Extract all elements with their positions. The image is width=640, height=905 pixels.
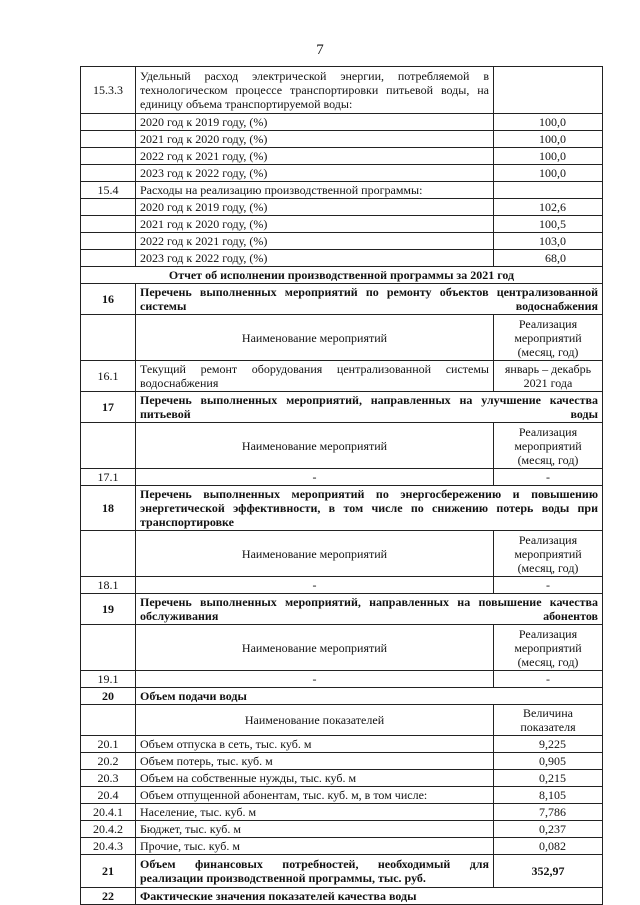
row-value [494, 67, 603, 114]
table-row [81, 770, 603, 787]
row-label: Объем на собственные нужды, тыс. куб. м [136, 770, 494, 787]
row-label: 2023 год к 2022 году, (%) [136, 165, 494, 182]
table-row [81, 469, 603, 486]
row-label: - [136, 469, 494, 486]
section-title: Перечень выполненных мероприятий, направленных на повышение качества обслуживания абонентов [136, 594, 603, 625]
table-row [81, 267, 603, 284]
table-header-row [81, 705, 603, 736]
row-number: 17 [81, 392, 136, 423]
row-label: Бюджет, тыс. куб. м [136, 821, 494, 838]
row-number: 18 [81, 486, 136, 531]
table-row [81, 838, 603, 855]
section-row [81, 284, 603, 315]
table-row [81, 233, 603, 250]
row-label: Удельный расход электрической энергии, потребляемой в технологическом процессе транспортировки питьевой воды, на единицу объема транспортируемой воды: [136, 67, 494, 114]
section-row [81, 855, 603, 888]
column-header: Реализация мероприятий (месяц, год) [494, 531, 603, 577]
row-number: 20.4.1 [81, 804, 136, 821]
column-header: Наименование мероприятий [136, 531, 494, 577]
table-row [81, 131, 603, 148]
row-number: 16.1 [81, 361, 136, 392]
row-label: Объем потерь, тыс. куб. м [136, 753, 494, 770]
row-number: 20.3 [81, 770, 136, 787]
table-row [81, 148, 603, 165]
program-table [80, 66, 603, 905]
table-row [81, 736, 603, 753]
section-title: Фактические значения показателей качества воды [136, 888, 603, 905]
table-row [81, 753, 603, 770]
row-value: 7,786 [494, 804, 603, 821]
row-value: 100,0 [494, 131, 603, 148]
table-row [81, 216, 603, 233]
table-row [81, 787, 603, 804]
row-number: 20.1 [81, 736, 136, 753]
row-value: - [494, 469, 603, 486]
row-value: 8,105 [494, 787, 603, 804]
table-row [81, 67, 603, 114]
row-label: 2020 год к 2019 году, (%) [136, 114, 494, 131]
column-header: Наименование мероприятий [136, 423, 494, 469]
row-label: Расходы на реализацию производственной программы: [136, 182, 494, 199]
column-header: Реализация мероприятий (месяц, год) [494, 315, 603, 361]
row-value: 102,6 [494, 199, 603, 216]
row-value: 100,5 [494, 216, 603, 233]
table-row [81, 804, 603, 821]
section-title: Перечень выполненных мероприятий, направленных на улучшение качества питьевой воды [136, 392, 603, 423]
table-row [81, 821, 603, 838]
row-label: 2022 год к 2021 году, (%) [136, 148, 494, 165]
column-header: Величина показателя [494, 705, 603, 736]
row-number: 20.4 [81, 787, 136, 804]
row-label: Текущий ремонт оборудования централизованной системы водоснабжения [136, 361, 494, 392]
row-number: 17.1 [81, 469, 136, 486]
section-title: Перечень выполненных мероприятий по энергосбережению и повышению энергетической эффективности, в том числе по снижению потерь воды при транспортировке [136, 486, 603, 531]
row-value: 0,082 [494, 838, 603, 855]
row-label: 2020 год к 2019 году, (%) [136, 199, 494, 216]
page-number: 7 [316, 42, 324, 58]
table-row [81, 114, 603, 131]
section-heading: Отчет об исполнении производственной программы за 2021 год [81, 267, 603, 284]
row-label: Прочие, тыс. куб. м [136, 838, 494, 855]
column-header: Наименование мероприятий [136, 315, 494, 361]
table-header-row [81, 423, 603, 469]
row-value: - [494, 671, 603, 688]
section-row [81, 486, 603, 531]
row-number: 21 [81, 855, 136, 888]
row-value: 352,97 [494, 855, 603, 888]
row-value: 68,0 [494, 250, 603, 267]
section-title: Объем подачи воды [136, 688, 603, 705]
column-header: Наименование мероприятий [136, 625, 494, 671]
row-number: 22 [81, 888, 136, 905]
section-row [81, 888, 603, 905]
row-label: Объем отпуска в сеть, тыс. куб. м [136, 736, 494, 753]
row-label: 2023 год к 2022 году, (%) [136, 250, 494, 267]
row-number: 15.4 [81, 182, 136, 199]
column-header: Реализация мероприятий (месяц, год) [494, 625, 603, 671]
row-value: 100,0 [494, 148, 603, 165]
table-row [81, 199, 603, 216]
row-number: 18.1 [81, 577, 136, 594]
row-label: Объем отпущенной абонентам, тыс. куб. м, в том числе: [136, 787, 494, 804]
row-value: 100,0 [494, 114, 603, 131]
row-label: - [136, 577, 494, 594]
section-row [81, 594, 603, 625]
table-header-row [81, 531, 603, 577]
row-number: 20.4.2 [81, 821, 136, 838]
section-title: Перечень выполненных мероприятий по ремонту объектов централизованной системы водоснабжения [136, 284, 603, 315]
section-row [81, 392, 603, 423]
row-number: 20.4.3 [81, 838, 136, 855]
row-number: 15.3.3 [81, 67, 136, 114]
table-header-row [81, 625, 603, 671]
table-row [81, 671, 603, 688]
row-number: 19.1 [81, 671, 136, 688]
row-value: 0,237 [494, 821, 603, 838]
row-number: 20.2 [81, 753, 136, 770]
table-row [81, 250, 603, 267]
section-title: Объем финансовых потребностей, необходимый для реализации производственной программы, тыс. руб. [136, 855, 494, 888]
row-label: 2022 год к 2021 году, (%) [136, 233, 494, 250]
row-label: 2021 год к 2020 году, (%) [136, 131, 494, 148]
row-value: 103,0 [494, 233, 603, 250]
table-row [81, 165, 603, 182]
table-row [81, 182, 603, 199]
row-value: - [494, 577, 603, 594]
row-value: январь – декабрь 2021 года [494, 361, 603, 392]
column-header: Наименование показателей [136, 705, 494, 736]
row-number: 16 [81, 284, 136, 315]
row-value: 0,905 [494, 753, 603, 770]
table-header-row [81, 315, 603, 361]
row-label: Население, тыс. куб. м [136, 804, 494, 821]
row-value: 0,215 [494, 770, 603, 787]
section-row [81, 688, 603, 705]
row-value: 9,225 [494, 736, 603, 753]
table-row [81, 361, 603, 392]
table-row [81, 577, 603, 594]
row-number: 20 [81, 688, 136, 705]
column-header: Реализация мероприятий (месяц, год) [494, 423, 603, 469]
row-value: 100,0 [494, 165, 603, 182]
row-label: 2021 год к 2020 году, (%) [136, 216, 494, 233]
row-number: 19 [81, 594, 136, 625]
row-label: - [136, 671, 494, 688]
